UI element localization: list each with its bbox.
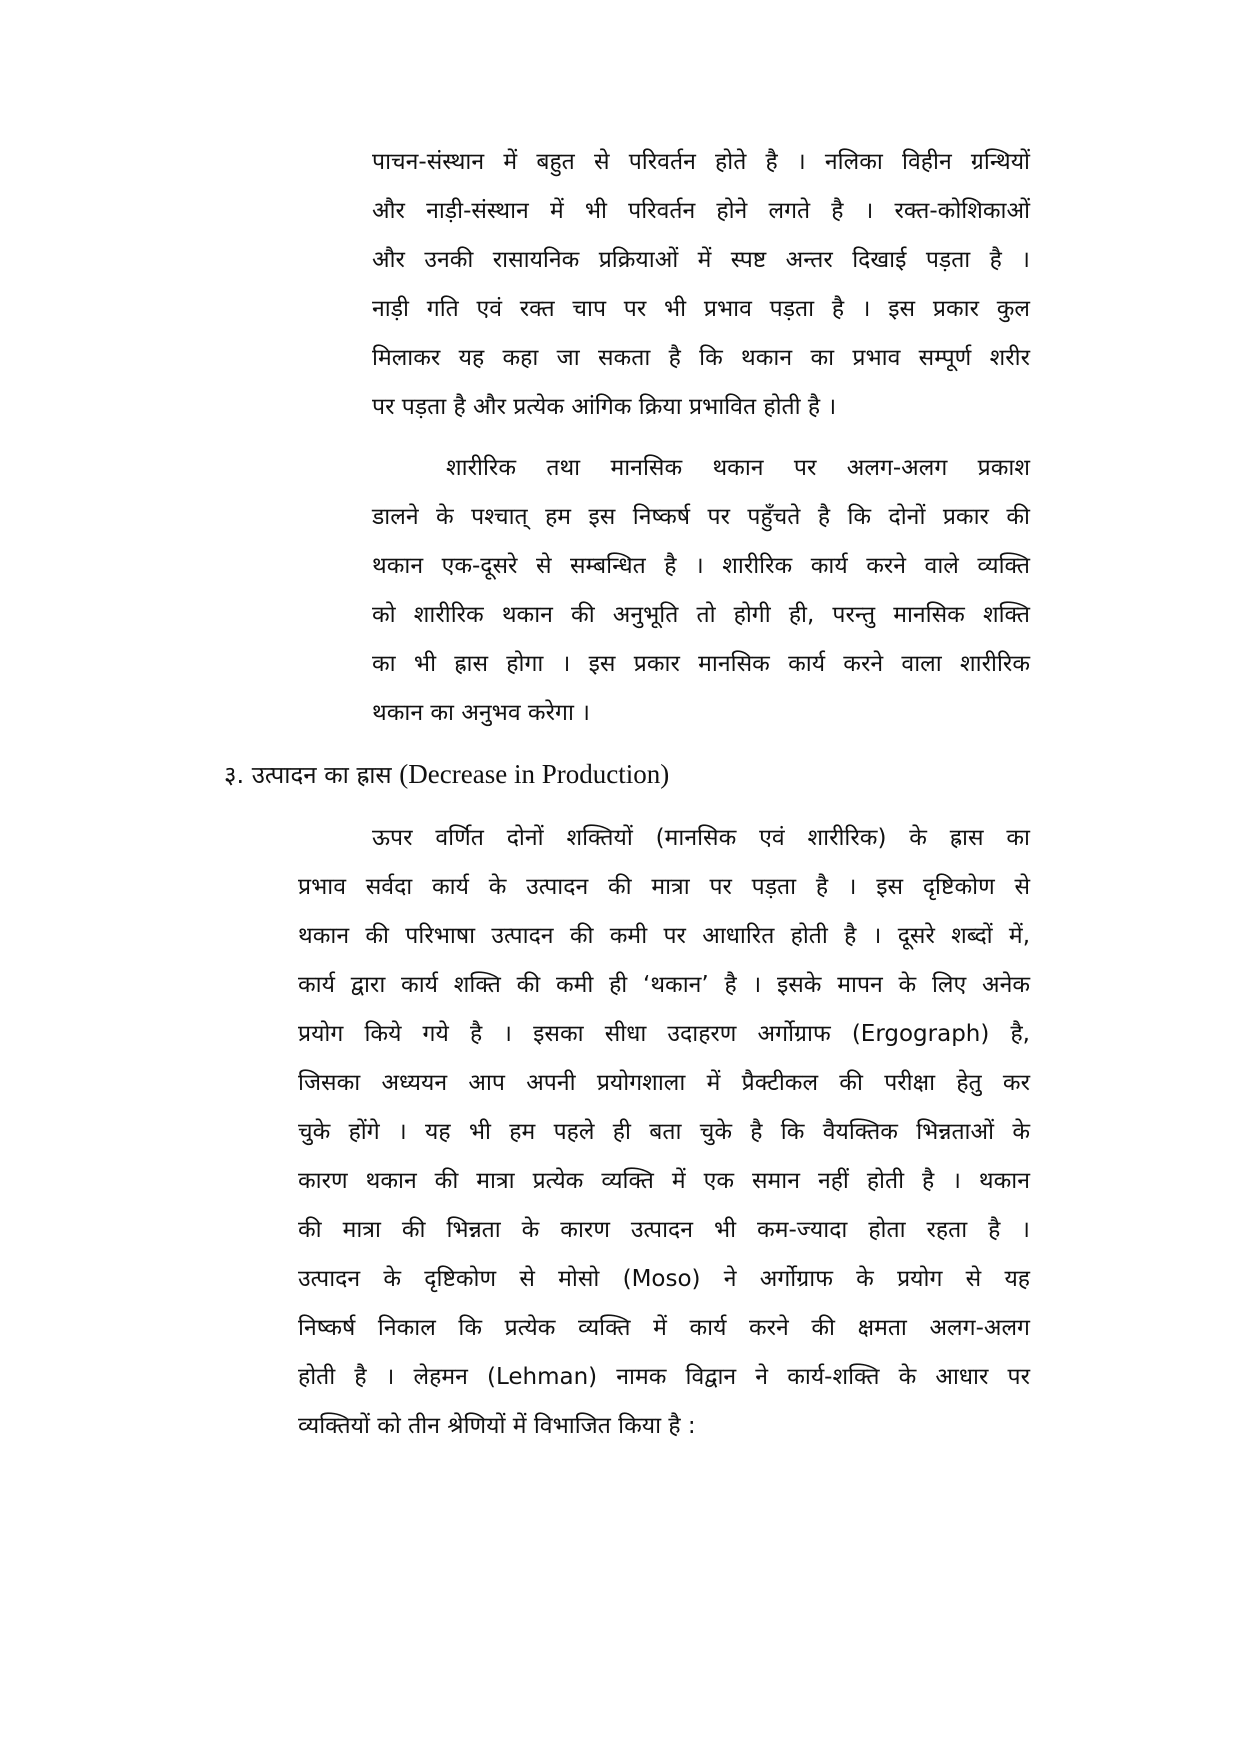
section-heading-title: ३. उत्पादन का ह्रास: [224, 761, 392, 789]
paragraph-3-line-12: होती है । लेहमन (Lehman) नामक विद्वान ने कार्य-शक्ति के आधार पर: [298, 1364, 1030, 1390]
paragraph-2-line-3: थकान एक-दूसरे से सम्बन्धित है । शारीरिक कार्य करने वाले व्यक्ति: [372, 553, 1030, 579]
paragraph-2-line-1: शारीरिक तथा मानसिक थकान पर अलग-अलग प्रकाश: [446, 455, 1030, 481]
paragraph-3-line-6: जिसका अध्ययन आप अपनी प्रयोगशाला में प्रैक्टीकल की परीक्षा हेतु कर: [298, 1070, 1030, 1096]
section-heading: [224, 758, 669, 791]
paragraph-3-line-10: उत्पादन के दृष्टिकोण से मोसो (Moso) ने अर्गोग्राफ के प्रयोग से यह: [298, 1266, 1030, 1292]
paragraph-2-line-5: का भी ह्रास होगा । इस प्रकार मानसिक कार्य करने वाला शारीरिक: [372, 651, 1030, 677]
paragraph-3-line-7: चुके होंगे । यह भी हम पहले ही बता चुके है कि वैयक्तिक भिन्नताओं के: [298, 1119, 1030, 1145]
paragraph-1-line-4: नाड़ी गति एवं रक्त चाप पर भी प्रभाव पड़ता है । इस प्रकार कुल: [372, 296, 1030, 322]
paragraph-3-line-2: प्रभाव सर्वदा कार्य के उत्पादन की मात्रा पर पड़ता है । इस दृष्टिकोण से: [298, 874, 1030, 900]
paragraph-3-line-9: की मात्रा की भिन्नता के कारण उत्पादन भी कम-ज्यादा होता रहता है ।: [298, 1217, 1030, 1243]
paragraph-2-line-4: को शारीरिक थकान की अनुभूति तो होगी ही, परन्तु मानसिक शक्ति: [372, 602, 1030, 628]
paragraph-2-line-2: डालने के पश्चात् हम इस निष्कर्ष पर पहुँचते है कि दोनों प्रकार की: [372, 504, 1030, 530]
paragraph-1-line-1: पाचन-संस्थान में बहुत से परिवर्तन होते है । नलिका विहीन ग्रन्थियों: [372, 149, 1030, 175]
section-heading-english: (Decrease in Production): [399, 759, 670, 789]
paragraph-3-line-13: व्यक्तियों को तीन श्रेणियों में विभाजित किया है :: [298, 1413, 696, 1439]
paragraph-1-line-2: और नाड़ी-संस्थान में भी परिवर्तन होने लगते है । रक्त-कोशिकाओं: [372, 198, 1030, 224]
paragraph-3-line-3: थकान की परिभाषा उत्पादन की कमी पर आधारित होती है । दूसरे शब्दों में,: [298, 923, 1030, 949]
paragraph-3-line-4: कार्य द्वारा कार्य शक्ति की कमी ही ‘थकान’ है । इसके मापन के लिए अनेक: [298, 972, 1030, 998]
paragraph-1-line-3: और उनकी रासायनिक प्रक्रियाओं में स्पष्ट अन्तर दिखाई पड़ता है ।: [372, 247, 1030, 273]
paragraph-3-line-1: ऊपर वर्णित दोनों शक्तियों (मानसिक एवं शारीरिक) के ह्रास का: [372, 825, 1030, 851]
paragraph-3-line-5: प्रयोग किये गये है । इसका सीधा उदाहरण अर्गोग्राफ (Ergograph) है,: [298, 1021, 1030, 1047]
paragraph-3-line-11: निष्कर्ष निकाल कि प्रत्येक व्यक्ति में कार्य करने की क्षमता अलग-अलग: [298, 1315, 1030, 1341]
paragraph-2-line-6: थकान का अनुभव करेगा ।: [372, 700, 590, 726]
paragraph-3-line-8: कारण थकान की मात्रा प्रत्येक व्यक्ति में एक समान नहीं होती है । थकान: [298, 1168, 1030, 1194]
paragraph-1-line-6: पर पड़ता है और प्रत्येक आंगिक क्रिया प्रभावित होती है ।: [372, 394, 837, 420]
paragraph-1-line-5: मिलाकर यह कहा जा सकता है कि थकान का प्रभाव सम्पूर्ण शरीर: [372, 345, 1030, 371]
